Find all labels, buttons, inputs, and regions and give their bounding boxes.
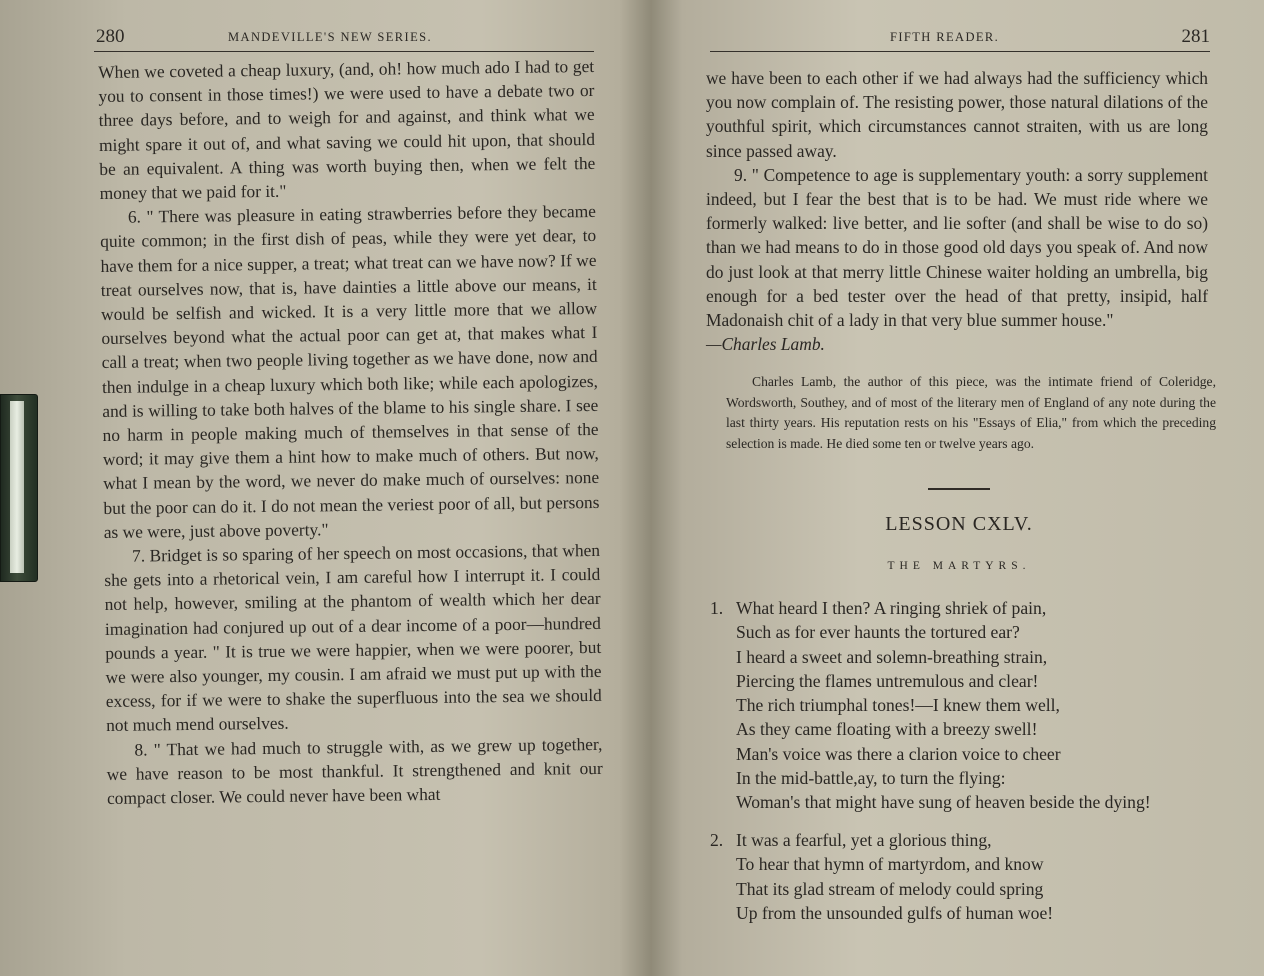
poem-line: Piercing the flames untremulous and clear! <box>736 670 1039 691</box>
paragraph: 9. " Competence to age is supplementary youth: a sorry supplement indeed, but I fear the best that is to be had. We must ride where we formerly walked: live better, and lie softer (and shall be wise to do so) than we had means to do in those good old days you speak of. And now do just look at that merry little Chinese waiter holding an umbrella, big enough for a bed tester over the head of that pretty, insipid, half Madonaish chit of a lady in that very blue summer house." <box>706 164 1208 331</box>
left-page <box>0 0 630 976</box>
poem-line: In the mid-battle,ay, to turn the flying: <box>736 768 1006 789</box>
poem-line: Man's voice was there a clarion voice to cheer <box>736 743 1061 764</box>
running-head-left <box>94 22 594 52</box>
poem-line-text: It was a fearful, yet a glorious thing, <box>736 830 992 850</box>
running-head-right <box>710 22 1210 52</box>
stanza-number: 2. <box>710 830 724 850</box>
running-title: FIFTH READER. <box>890 30 1000 44</box>
poem-line <box>710 596 1250 620</box>
poem-line: As they came floating with a breezy swell! <box>736 719 1038 740</box>
poem-line: The rich triumphal tones!—I knew them well, <box>736 695 1060 716</box>
page-number: 280 <box>96 26 125 47</box>
body-text-right <box>706 66 1208 356</box>
poem-line <box>710 828 1250 852</box>
poem-stanza <box>710 828 1250 925</box>
paragraph: 6. " There was pleasure in eating strawberries before they became quite common; in the first dish of peas, while they were yet dear, to have them for a nice supper, a treat; what treat can we have now? If we treat ourselves now, that is, have dainties a little above our means, it would be selfish and wicked. It is a very little more that we allow ourselves beyond what the actual poor can get at, that makes what I call a treat; when two people living together as we have done, now and then indulge in a cheap luxury which both like; while each apologizes, and is willing to take both halves of the blame to his single share. I see no harm in people making much of themselves in that sense of the word; it may give them a hint how to make much of others. But now, what I mean by the word, we never do make much of ourselves: none but the poor can do it. I do not mean the veriest poor of all, but persons as we were, just above poverty." <box>100 201 600 542</box>
paragraph: we have been to each other if we had always had the sufficiency which you now complain of. The resisting power, those natural dilations of the youthful spirit, which circumstances cannot straiten, with us are long since passed away. <box>706 68 1208 161</box>
running-title: MANDEVILLE'S NEW SERIES. <box>228 30 433 44</box>
poem-stanza <box>710 596 1250 815</box>
author-note: Charles Lamb, the author of this piece, was the intimate friend of Coleridge, Wordsworth, Southey, and of most of the literary men of England of any note during the last thirty years. His reputation rests on his "Essays of Elia," from which the preceding selection is made. He died some ten or twelve years ago. <box>726 374 1216 451</box>
poem-line: Up from the unsounded gulfs of human woe! <box>736 902 1054 923</box>
attribution: —Charles Lamb. <box>706 334 825 355</box>
poem-line: To hear that hymn of martyrdom, and know <box>736 854 1044 875</box>
header-rule <box>94 51 594 52</box>
poem-title: THE MARTYRS. <box>887 560 1031 572</box>
poem-line-text: What heard I then? A ringing shriek of pain, <box>736 598 1047 618</box>
stanza-number: 1. <box>710 598 724 618</box>
paragraph: When we coveted a cheap luxury, (and, oh! how much ado I had to get you to consent in those times!) we were used to have a debate two or three days before, and to weigh for and against, and think what we might spare it out of, and what saving we could hit upon, that should be an equivalent. A thing was worth buying then, when we felt the money that we paid for it." <box>98 55 596 204</box>
paragraph: 7. Bridget is so sparing of her speech on most occasions, that when she gets into a rhetorical vein, I am careful how I interrupt it. I could not help, however, smiling at the phantom of wealth which her dear imagination had conjured up out of a dear income of a poor—hundred pounds a year. " It is true we were happier, when we were poorer, but we were also younger, my cousin. I am afraid we must put up with the excess, for if we were to shake the superfluous into the sea we should not much mend ourselves. <box>104 539 602 736</box>
body-text-left <box>98 54 603 810</box>
poem-line: Such as for ever haunts the tortured ear? <box>736 622 1020 643</box>
lesson-title: LESSON CXLV. <box>885 513 1033 535</box>
poem-line: That its glad stream of melody could spring <box>736 878 1044 899</box>
poem-line: I heard a sweet and solemn-breathing strain, <box>736 646 1048 667</box>
paragraph: 8. " That we had much to struggle with, as we grew up together, we have reason to be most thankful. It strengthened and knit our compact closer. We could never have been what <box>106 733 603 809</box>
section-divider <box>928 488 990 490</box>
right-page <box>634 0 1264 976</box>
poem-line: Woman's that might have sung of heaven beside the dying! <box>736 792 1151 813</box>
page-number: 281 <box>1181 26 1210 47</box>
header-rule <box>710 51 1210 52</box>
